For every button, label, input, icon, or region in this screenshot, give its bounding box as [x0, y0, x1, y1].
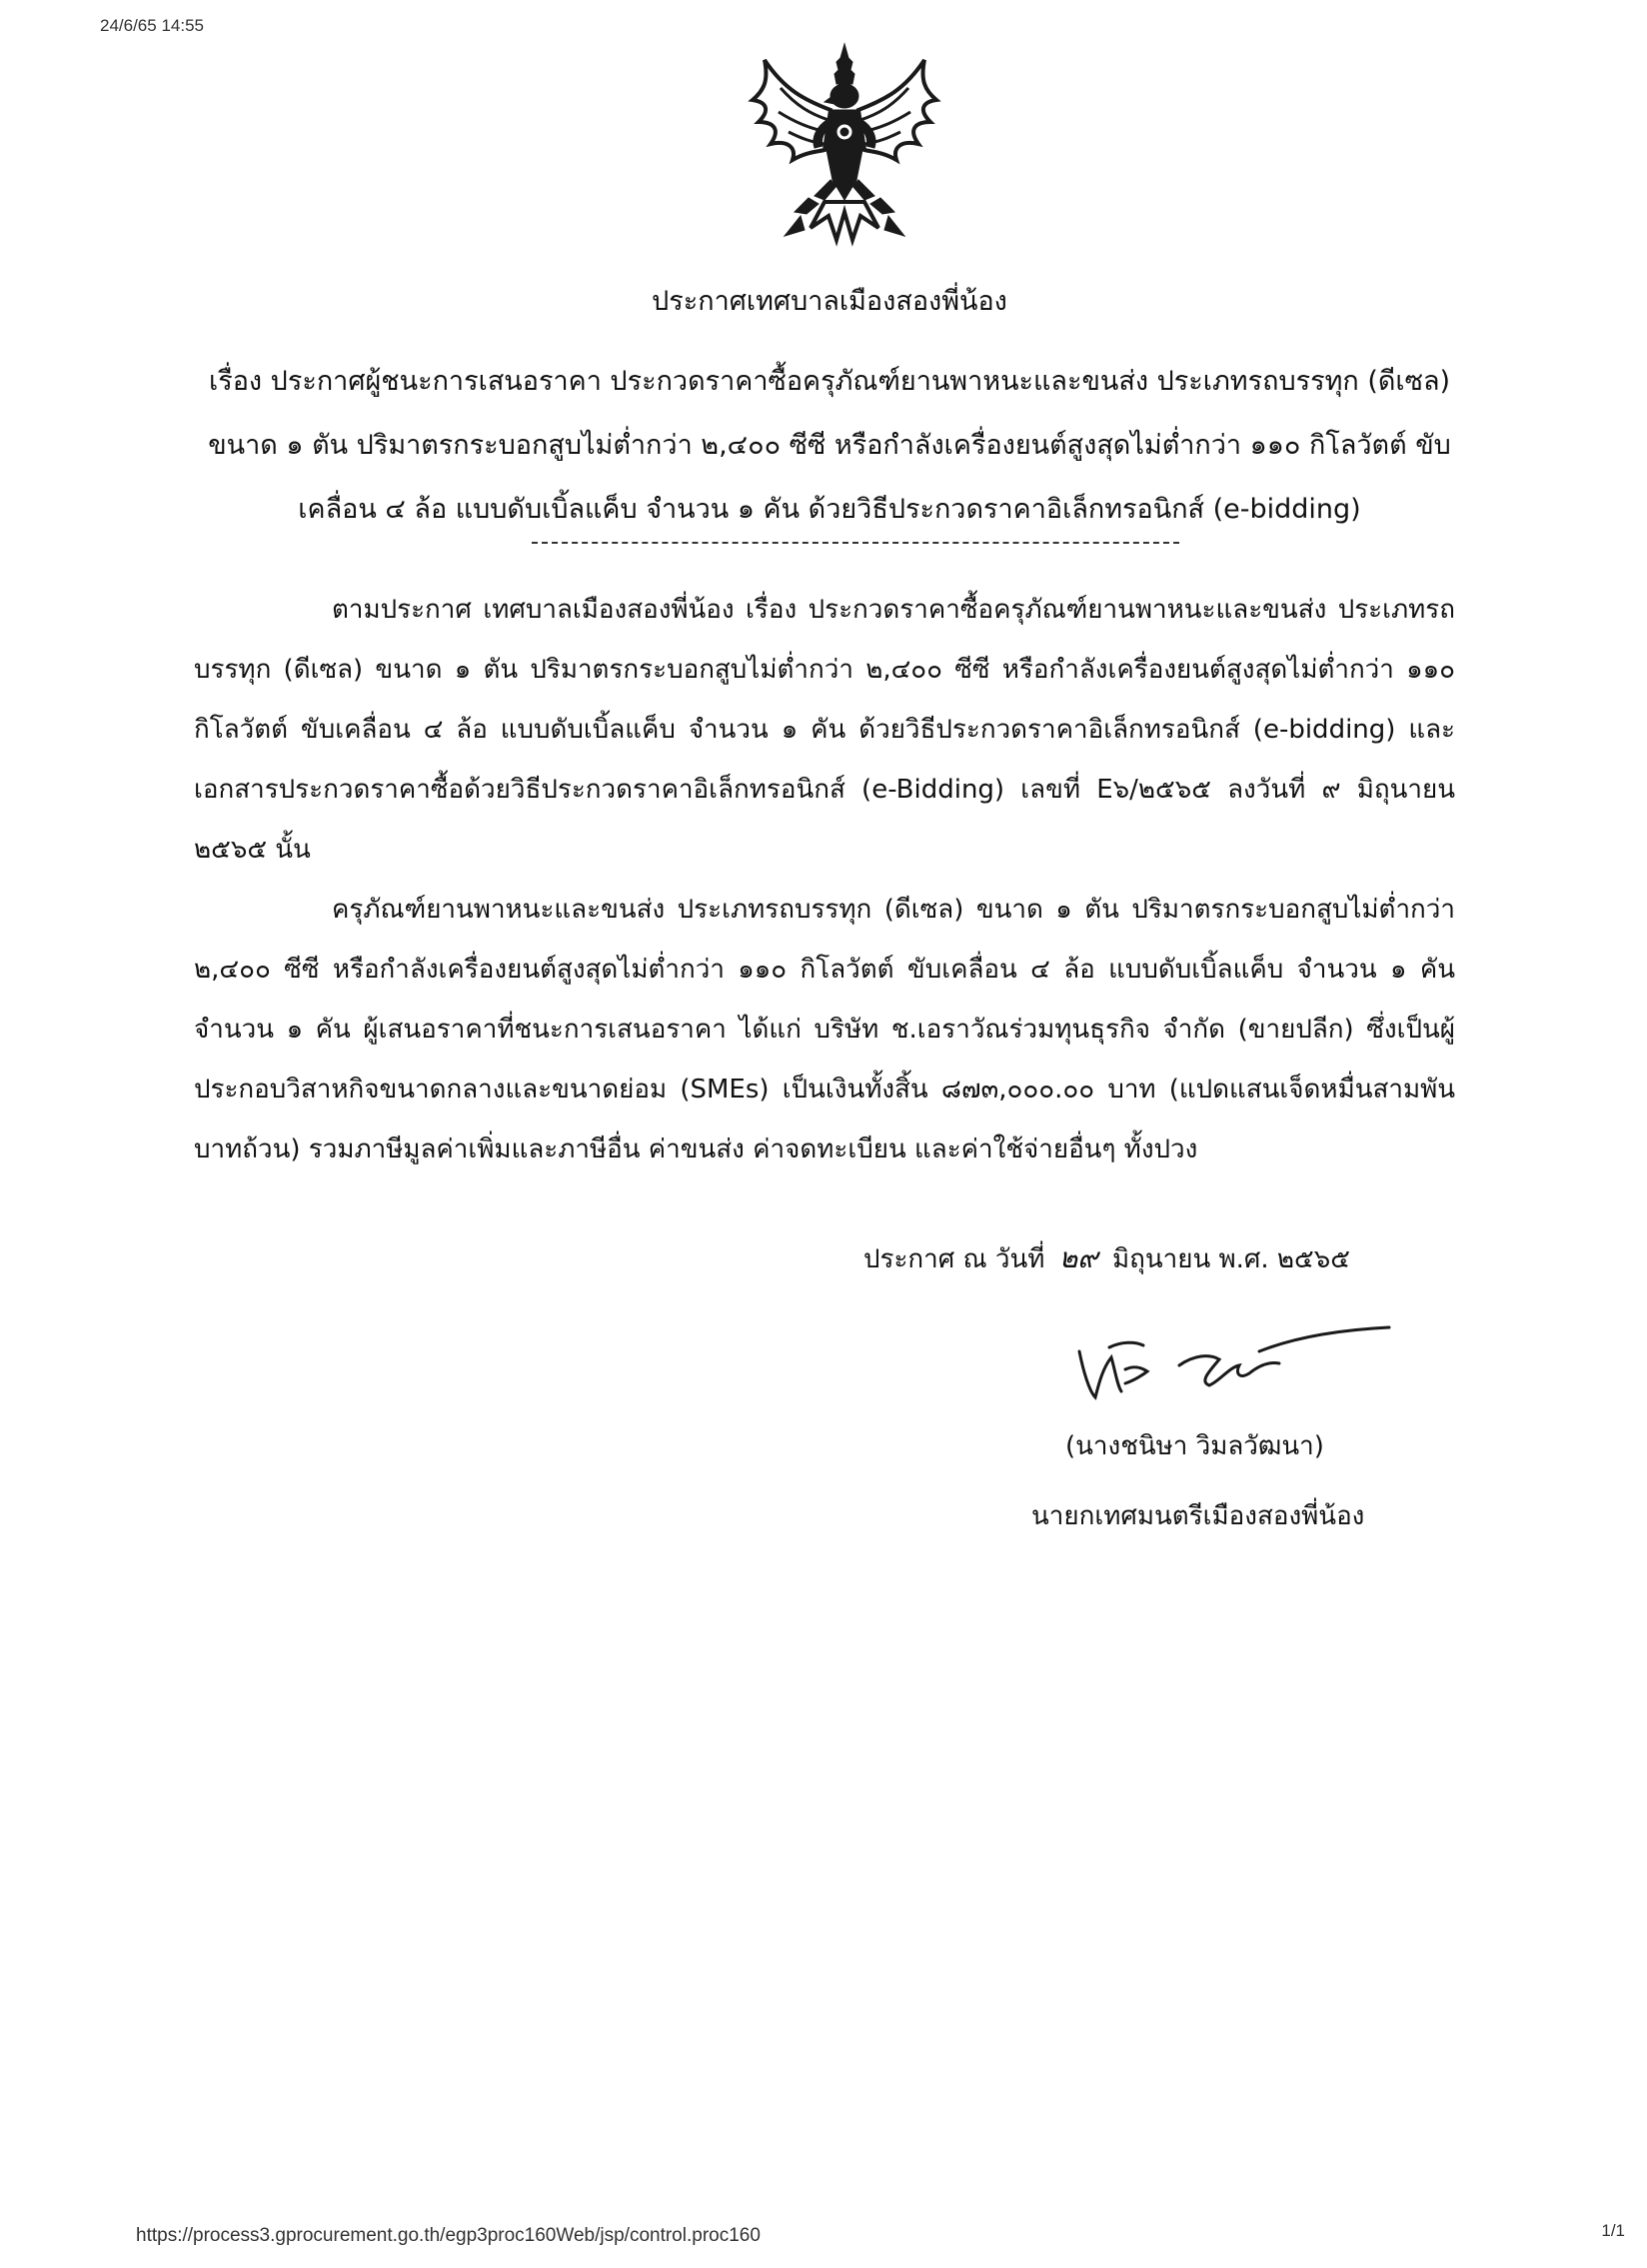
announcement-date [863, 1233, 1350, 1284]
dashed-divider [532, 542, 1179, 544]
title-block [200, 282, 1459, 542]
garuda-emblem-icon [745, 40, 944, 260]
date-suffix: มิถุนายน พ.ศ. ๒๕๖๕ [1111, 1244, 1350, 1274]
handwritten-signature-icon [1059, 1311, 1399, 1411]
announcement-organization: ประกาศเทศบาลเมืองสองพี่น้อง [652, 286, 1007, 317]
announcement-subject-line-3: เคลื่อน ๔ ล้อ แบบดับเบิ้ลแค็บ จำนวน ๑ คัน ด้วยวิธีประกวดราคาอิเล็กทรอนิกส์ (e-bidding) [298, 494, 1361, 525]
signer-name: (นางชนิษา วิมลวัฒนา) [1065, 1431, 1324, 1461]
body-paragraph-2: ครุภัณฑ์ยานพาหนะและขนส่ง ประเภทรถบรรทุก (ดีเซล) ขนาด ๑ ตัน ปริมาตรกระบอกสูบไม่ต่ำกว่า ๒,๔๐๐ ซีซี หรือกำลังเครื่องยนต์สูงสุดไม่ต่ำกว่า ๑๑๐ กิโลวัตต์ ขับเคลื่อน ๔ ล้อ แบบดับเบิ้ลแค็บ จำนวน ๑ คัน จำนวน ๑ คัน ผู้เสนอราคาที่ชนะการเสนอราคา ได้แก่ บริษัท ช.เอราวัณร่วมทุนธุรกิจ จำกัด (ขายปลีก) ซึ่งเป็นผู้ประกอบวิสาหกิจขนาดกลางและขนาดย่อม (SMEs) เป็นเงินทั้งสิ้น ๘๗๓,๐๐๐.๐๐ บาท (แปดแสนเจ็ดหมื่นสามพันบาทถ้วน) รวมภาษีมูลค่าเพิ่มและภาษีอื่น ค่าขนส่ง ค่าจดทะเบียน และค่าใช้จ่ายอื่นๆ ทั้งปวง [194, 895, 1455, 1164]
announcement-body [194, 580, 1455, 1179]
print-datetime: 24/6/65 14:55 [100, 16, 204, 35]
announcement-subject-line-2: ขนาด ๑ ตัน ปริมาตรกระบอกสูบไม่ต่ำกว่า ๒,๔๐๐ ซีซี หรือกำลังเครื่องยนต์สูงสุดไม่ต่ำกว่า ๑๑๐ กิโลวัตต์ ขับ [208, 430, 1451, 461]
date-day-handwritten: ๒๙ [1058, 1241, 1098, 1274]
signer-position: นายกเทศมนตรีเมืองสองพี่น้อง [1031, 1501, 1365, 1531]
print-page-number: 1/1 [1601, 2221, 1625, 2240]
print-url: https://process3.gprocurement.go.th/egp3proc160Web/jsp/control.proc160 [136, 2225, 761, 2246]
body-paragraph-1: ตามประกาศ เทศบาลเมืองสองพี่น้อง เรื่อง ประกวดราคาซื้อครุภัณฑ์ยานพาหนะและขนส่ง ประเภทรถบรรทุก (ดีเซล) ขนาด ๑ ตัน ปริมาตรกระบอกสูบไม่ต่ำกว่า ๒,๔๐๐ ซีซี หรือกำลังเครื่องยนต์สูงสุดไม่ต่ำกว่า ๑๑๐ กิโลวัตต์ ขับเคลื่อน ๔ ล้อ แบบดับเบิ้ลแค็บ จำนวน ๑ คัน ด้วยวิธีประกวดราคาอิเล็กทรอนิกส์ (e-bidding) และเอกสารประกวดราคาซื้อด้วยวิธีประกวดราคาอิเล็กทรอนิกส์ (e-Bidding) เลขที่ E๖/๒๕๖๕ ลงวันที่ ๙ มิถุนายน ๒๕๖๕ นั้น [194, 595, 1455, 865]
date-prefix: ประกาศ ณ วันที่ [863, 1244, 1045, 1274]
announcement-subject-line-1: เรื่อง ประกาศผู้ชนะการเสนอราคา ประกวดราคาซื้อครุภัณฑ์ยานพาหนะและขนส่ง ประเภทรถบรรทุก (ดีเซล) [208, 366, 1451, 397]
